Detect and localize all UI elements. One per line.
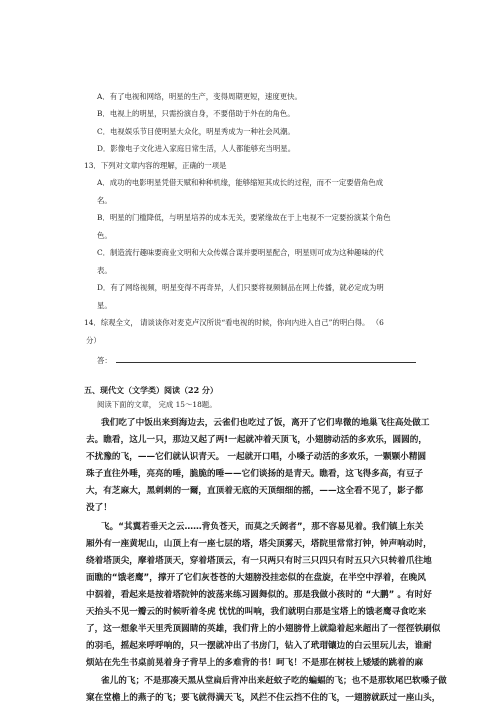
article-line: 我们吃了中饭出来到海边去，云雀们也吃过了饭，离开了它们卑微的地巢飞往高处做工 [101, 418, 430, 428]
answer-line[interactable] [116, 354, 416, 363]
q14-points: 分） [86, 336, 101, 345]
article-line: 烦站在先生书桌前晃着身子背早上的多难背的书！呵飞！不是那在树枝上矮矮的跳着的麻 [86, 658, 424, 668]
section-title: 五、现代文（文学类）阅读（22 分） [84, 385, 218, 395]
article-line: 的羽毛，摇起来呼呼响的，只一摆就冲出了书房门，钻入了玳瑁镶边的白云里玩儿去，谁耐 [86, 641, 432, 651]
q13-option-c-line1: C．制造流行趣味要商业文明和大众传媒合谋并要明星配合，明星则可成为这种趣味的代 [97, 248, 384, 257]
q13-option-d-line1: D．有了网络视频，明星变得不再奇异，人们只要将视频制品在网上传播，就必定成为明 [97, 283, 384, 292]
q12-option-a: A．有了电视和网络，明星的生产，变得周期更短，速度更快。 [97, 92, 302, 101]
article-line: 面瞧的“饿老鹰”，撑开了它们灰苍苍的大翅膀没挂恋似的在盘旋，在半空中浮着，在晚风 [86, 573, 426, 583]
q12-option-d: D．影像电子文化进入家庭日常生活，人人都能够充当明星。 [97, 144, 296, 153]
article-line: 去。瞧看，这儿一只，那边又起了两!一起就冲着天顶飞，小翅膀动活的多欢乐，圆圆的， [86, 435, 428, 445]
q13-option-b-line2: 色。 [97, 231, 112, 240]
article-line: 厢外有一座黄坭山，山顶上有一座七层的塔，塔尖顶雾天，塔院里常常打钟，钟声响动时， [86, 539, 432, 549]
q14-answer-row [97, 354, 416, 366]
q13-stem: 13．下列对文章内容的理解，正确的一项是 [84, 161, 227, 170]
article-line: 了，这一想象半天里秃顶圆睛的英雄，我们背上的小翅膀骨上就隐着起来超出了一徑徑铁刷似 [86, 624, 441, 634]
section-instruction: 阅读下面的文章， 完成 15～18题。 [97, 400, 217, 409]
q13-option-b-line1: B．明星的门槛降低，与明星培养的成本无关，要紧缘故在于上电视不一定要扮演某个角色 [97, 213, 391, 222]
q13-option-a-line2: 名。 [97, 196, 112, 205]
article-line: 不扰豫的飞，——它们就认识青天。 一起就开口唱，小嗓子动活的多欢乐，一颗颗小精圆 [86, 452, 427, 462]
q13-option-d-line2: 星。 [97, 301, 112, 310]
article-line: 窠在堂檐上的燕子的飞；要飞就得满天飞，风拦不住云挡不住的飞，一翅膀就跃过一座山头， [86, 693, 441, 703]
article-line: 大，有芝麻大，黑刺刺的一爾，直顶着无底的天顶细细的摇，——这全看不见了，影子都 [86, 486, 424, 496]
article-line: 中泅着，看起来是按着塔院钟的波荡来练习圆舞似的。那是我做小孩时的 “大鹏” 。有时好 [86, 590, 432, 600]
q14-answer-label: 答： [97, 356, 112, 365]
q13-option-c-line2: 表。 [97, 266, 112, 275]
q12-option-c: C．电视娱乐节目使明星大众化，明星秀成为一种社会风潮。 [97, 127, 295, 136]
article-line: 没了！ [86, 503, 112, 513]
article-line: 天抬头不见一瓣云的时候听着冬虎 忧忧的叫响，我们就明白那是宝塔上的饿老鹰寻食吃来 [86, 607, 427, 617]
q12-option-b: B．电视上的明星，只需扮演自身，不要借助于外在的角色。 [97, 109, 295, 118]
q13-option-a-line1: A．成功的电影明星凭借天赋和种种机缘，能够缩短其成长的过程，而不一定要借角色成 [97, 178, 384, 187]
q14-stem: 14．综观全文， 请谈谈你对麦克卢汉所说“看电视的时候，你向内进入自己”的明白得。 （6 [84, 318, 384, 327]
article-line: 珠子直往外唾，亮亮的唾，脆脆的唾——它们谈扬的是青天。瞧看，这飞得多高，有豆子 [86, 469, 424, 479]
article-line: 绕着塔顶尖，摩着塔顶天，穿着塔顶云，有一只两只有时三只四只有时五只六只转着爪往地 [86, 556, 432, 566]
article-line: 飞。“其翼若垂天之云……背负苍天，而莫之夭阏者”，那不容易见着。我们镇上东关 [101, 522, 424, 532]
article-line: 雀儿的飞；不是那凑天黑从堂扁后背冲出来赶蚊子吃的蝙蝠的飞；也不是那软尾巴软嗓子做 [101, 676, 447, 686]
